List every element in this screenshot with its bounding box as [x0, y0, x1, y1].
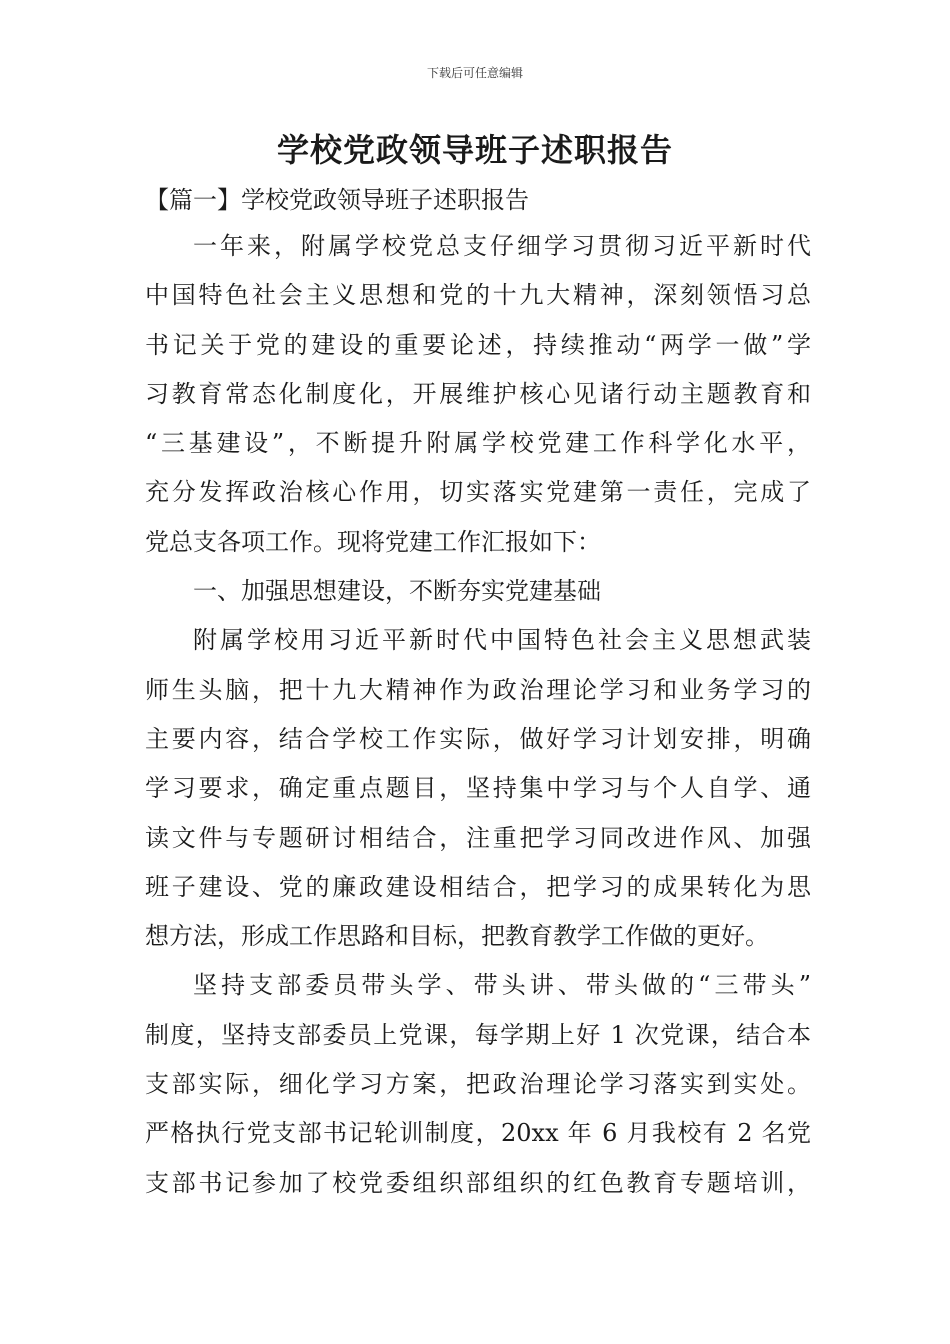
text-line: 充分发挥政治核心作用，切实落实党建第一责任，完成了 [145, 478, 811, 507]
text-line: 学习要求，确定重点题目，坚持集中学习与个人自学、通 [145, 774, 811, 803]
text-line: 支部实际，细化学习方案，把政治理论学习落实到实处。 [145, 1070, 811, 1099]
text-line: 坚持支部委员带头学、带头讲、带头做的“三带头” [193, 971, 811, 1000]
text-line: 严格执行党支部书记轮训制度，20xx 年 6 月我校有 2 名党 [145, 1119, 811, 1148]
text-line: 支部书记参加了校党委组织部组织的红色教育专题培训， [145, 1168, 811, 1197]
text-line: 师生头脑，把十九大精神作为政治理论学习和业务学习的 [145, 675, 811, 704]
document-title: 学校党政领导班子述职报告 [276, 131, 673, 169]
text-line: 书记关于党的建设的重要论述，持续推动“两学一做”学 [145, 330, 811, 359]
text-line: 主要内容，结合学校工作实际，做好学习计划安排，明确 [145, 724, 811, 753]
text-line: 班子建设、党的廉政建设相结合，把学习的成果转化为思 [145, 872, 811, 901]
text-line: 附属学校用习近平新时代中国特色社会主义思想武装 [193, 626, 811, 655]
text-line: 党总支各项工作。现将党建工作汇报如下： [145, 527, 601, 556]
document-body [145, 222, 811, 1208]
text-line: 想方法，形成工作思路和目标，把教育教学工作做的更好。 [145, 922, 769, 951]
header-note: 下载后可任意编辑 [426, 66, 523, 80]
text-line: 读文件与专题研讨相结合，注重把学习同改进作风、加强 [145, 823, 811, 852]
text-line: 中国特色社会主义思想和党的十九大精神，深刻领悟习总 [145, 281, 811, 310]
text-line: 习教育常态化制度化，开展维护核心见诸行动主题教育和 [145, 379, 811, 408]
text-line: 一、加强思想建设，不断夯实党建基础 [193, 577, 601, 606]
text-line: “三基建设”，不断提升附属学校党建工作科学化水平， [145, 429, 811, 458]
section-heading: 【篇一】学校党政领导班子述职报告 [145, 186, 529, 214]
text-line: 一年来，附属学校党总支仔细学习贯彻习近平新时代 [193, 232, 811, 260]
text-line: 制度，坚持支部委员上党课，每学期上好 1 次党课，结合本 [145, 1020, 811, 1049]
